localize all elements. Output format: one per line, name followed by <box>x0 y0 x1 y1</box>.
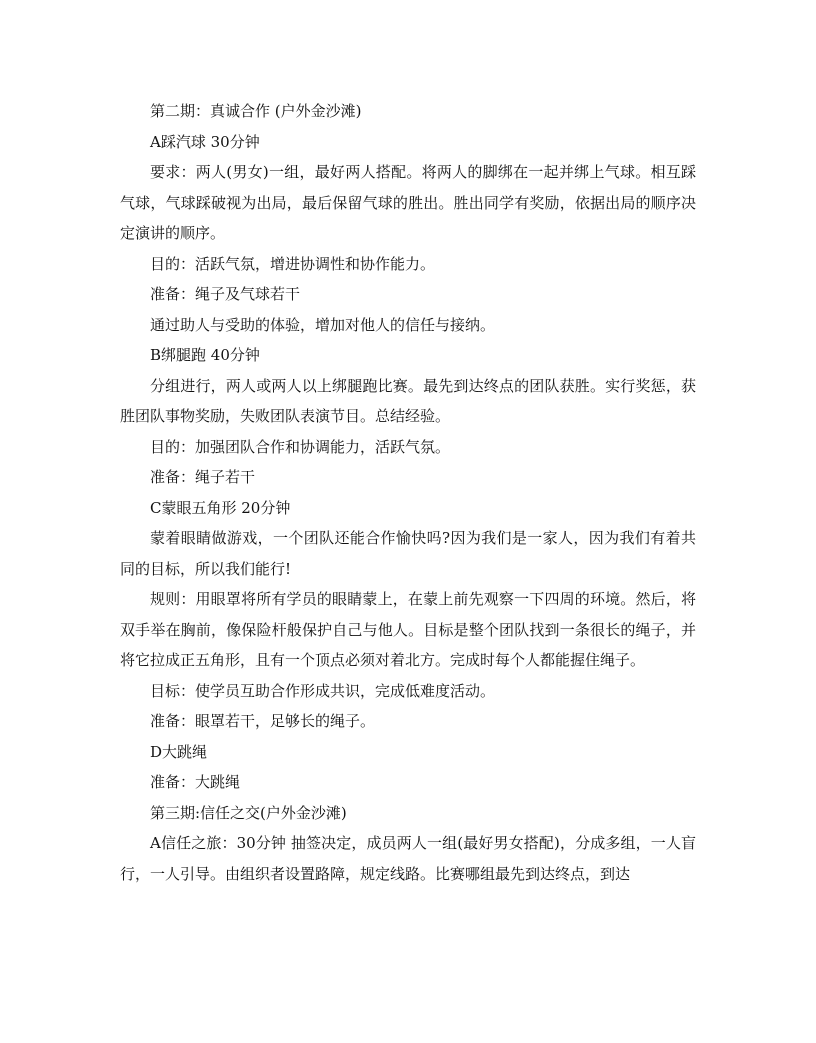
section-heading-phase-3: 第三期:信任之交(户外金沙滩) <box>150 803 347 822</box>
section-heading-phase-2: 第二期：真诚合作 (户外金沙滩) <box>150 102 362 120</box>
paragraph-big-rope-preparation: 准备：大跳绳 <box>150 773 241 791</box>
paragraph-pentagon-rules: 规则：用眼罩将所有学员的眼睛蒙上，在蒙上前先观察一下四周的环境。然后，将双手举在胸前，像保险杆般保护自己与他人。目标是整个团队找到一条很长的绳子，并将它拉成正五角形，且有一个顶点必须对着北方。完成时每个人都能握住绳子。 <box>120 590 696 669</box>
activity-title-balloon: A踩汽球 30分钟 <box>150 132 260 151</box>
paragraph-leg-race-purpose: 目的：加强团队合作和协调能力，活跃气氛。 <box>150 437 451 456</box>
paragraph-balloon-requirements: 要求：两人(男女)一组，最好两人搭配。将两人的脚绑在一起并绑上气球。相互踩气球，气球踩破视为出局，最后保留气球的胜出。胜出同学有奖励，依据出局的顺序决定演讲的顺序。 <box>120 163 696 242</box>
activity-title-big-rope: D大跳绳 <box>150 742 208 761</box>
document-page <box>120 96 696 889</box>
paragraph-leg-race-description: 分组进行，两人或两人以上绑腿跑比赛。最先到达终点的团队获胜。实行奖惩，获胜团队事物奖励，失败团队表演节目。总结经验。 <box>120 376 696 425</box>
paragraph-balloon-purpose: 目的：活跃气氛，增进协调性和协作能力。 <box>150 254 436 273</box>
paragraph-pentagon-preparation: 准备：眼罩若干，足够长的绳子。 <box>150 712 376 730</box>
activity-title-leg-race: B绑腿跑 40分钟 <box>150 346 260 364</box>
paragraph-pentagon-intro: 蒙着眼睛做游戏，一个团队还能合作愉快吗?因为我们是一家人，因为我们有着共同的目标，所以我们能行! <box>120 529 696 578</box>
paragraph-trust-note: 通过助人与受助的体验，增加对他人的信任与接纳。 <box>150 315 496 334</box>
paragraph-trust-journey: A信任之旅：30分钟 抽签决定，成员两人一组(最好男女搭配)，分成多组，一人盲行，一人引导。由组织者设置路障，规定线路。比赛哪组最先到达终点，到达 <box>120 834 696 883</box>
paragraph-leg-race-preparation: 准备：绳子若干 <box>150 468 256 486</box>
activity-title-blindfold-pentagon: C蒙眼五角形 20分钟 <box>150 498 291 517</box>
paragraph-pentagon-goal: 目标：使学员互助合作形成共识，完成低难度活动。 <box>150 681 496 700</box>
paragraph-balloon-preparation: 准备：绳子及气球若干 <box>150 285 301 303</box>
